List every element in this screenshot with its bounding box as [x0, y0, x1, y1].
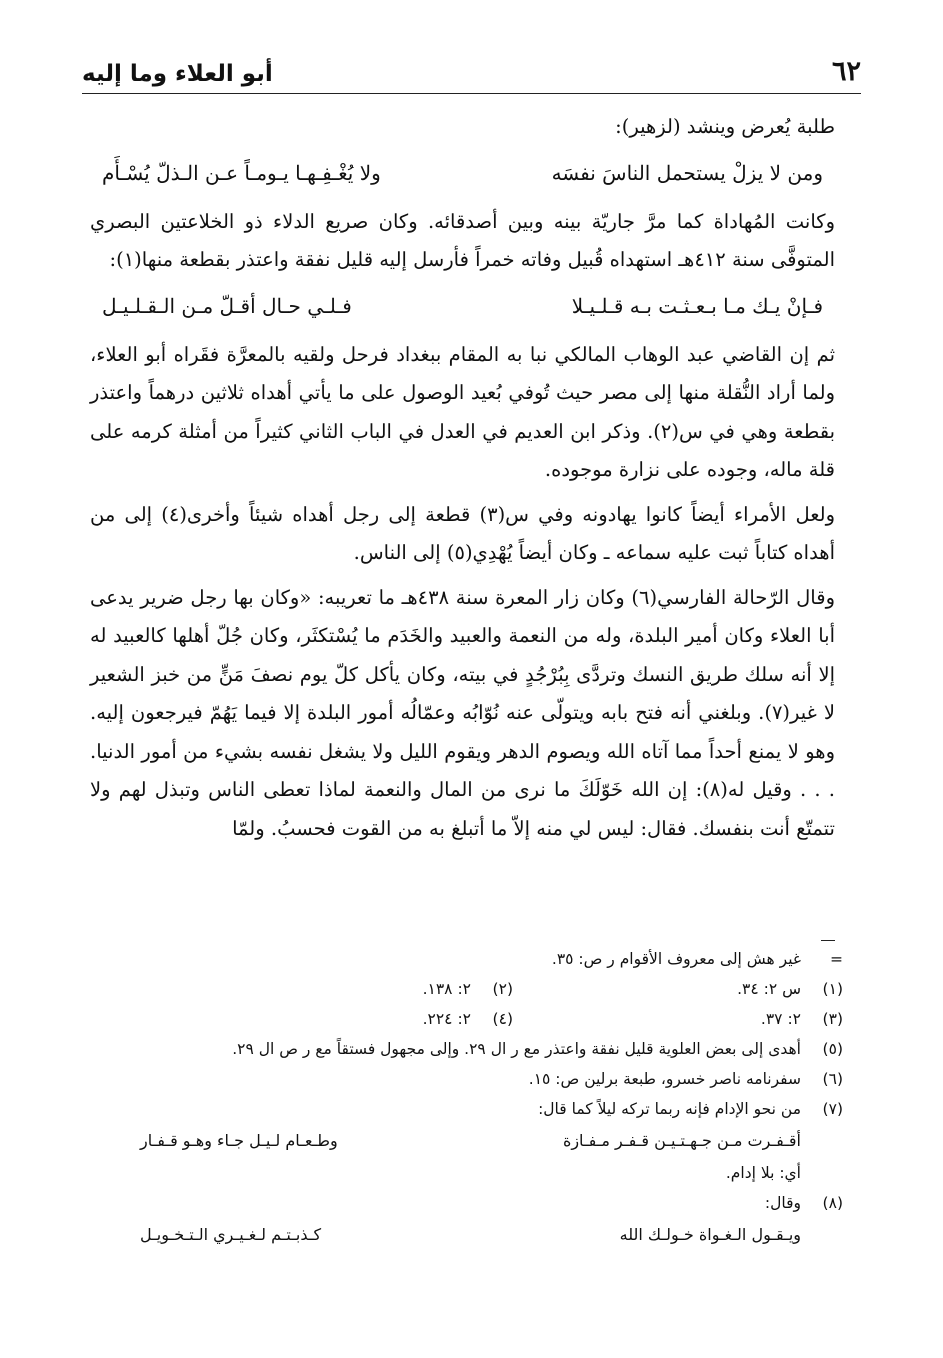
footnote-text: أهدى إلى بعض العلوية قليل نفقة واعتذر مع ر ال ٢٩. وإلى مجهول فستقاً مع ر ص ال ٢٩.: [232, 1040, 801, 1058]
running-title: أبو العلاء وما إليه: [82, 61, 273, 87]
paragraph-traveler: وقال الرّحالة الفارسي(٦) وكان زار المعرة سنة ٤٣٨هـ ما تعريبه: «وكان بها رجل ضرير يدعى أبا العلاء وكان أمير البلدة، وله من النعمة والعبيد والخَدَم ما يُسْتكثَر، وكان جُلّ أهلها كالعبيد له إلا أنه سلك طريق النسك وتردَّى بِبُرْجُدٍ في بيته، وكان يأكل كلّ يوم نصفَ مَنٍّ من خبز الشعير لا غير(٧). وبلغني أنه فتح بابه ويتولّى عنه نُوّابُه وعمّالُه أمور البلدة إلا فيما يَهُمّ فيرجعون إليه. وهو لا يمنع أحداً مما آتاه الله ويصوم الدهر ويقوم الليل ولا يشغل نفسه بشيء من أمور الدنيا. . . . وقيل له(٨): إن الله خَوّلَكَ ما نرى من المال والنعمة لماذا تعطى الناس وتبذل لهم ولا تتمتّع أنت بنفسك. فقال: ليس لي منه إلاّ ما أتبلغ به من القوت فحسبُ. ولمّا: [90, 585, 835, 840]
footnote-text: ٢: ٣٧.: [760, 1010, 801, 1028]
verse-second-hemistich: وطـعـام لـيـل جـاء وهـو قـفـار: [140, 1131, 338, 1150]
verse-sari: [90, 286, 835, 326]
footnote-number: (٦): [822, 1070, 843, 1088]
footnote-text: غير هش إلى معروف الأقوام ر ص: ٣٥.: [551, 950, 801, 968]
verse-second-hemistich: ولا يُغْـفِـهـا يـومـاً عـن الـذلّ يُسْـأَم: [102, 160, 381, 185]
footnote-1: [513, 974, 843, 1004]
footnote-text: سفرنامه ناصر خسرو، طبعة برلين ص: ١٥.: [528, 1070, 801, 1088]
paragraph-gifts: وكانت المُهاداة كما مرَّ جاريّة بينه وبين أصدقائه. وكان صريع الدلاء ذو الخلاعتين البصري المتوفَّى سنة ٤١٢هـ استهداه قُبيل وفاته خمراً فأرسل إليه قليل نفقة واعتذر بقطعة منها(١):: [90, 209, 835, 271]
footnote-continuation: [90, 944, 843, 974]
indent-spacer: [801, 1158, 843, 1188]
paragraph-intro: طلبة يُعرض وينشد (لزهير):: [615, 115, 835, 138]
footnote-6: [90, 1064, 843, 1094]
footnote-number: (٣): [822, 1010, 843, 1028]
footnote-number: (٤): [492, 1010, 513, 1028]
footnote-number: (٥): [822, 1040, 843, 1058]
footnote-text: س ٢: ٣٤.: [737, 980, 801, 998]
footnote-text: وقال:: [764, 1194, 801, 1212]
verse-zuhair: [90, 153, 835, 193]
paragraph-qadi: ثم إن القاضي عبد الوهاب المالكي نبا به المقام ببغداد فرحل ولقيه بالمعرَّة فقَراه أبو العلاء، ولما أراد النُّقلة منها إلى مصر حيث تُوفي بُعيد الوصول على ما يأتي أهداه ثلاثين درهماً واعتذر بقطعة وهي في س(٢). وذكر ابن العديم في العدل في الباب الثاني كثيراً من أمثلة كرمه على قلة ماله، وجوده على نزارة موجوده.: [90, 342, 835, 481]
footnote-number: (٢): [492, 980, 513, 998]
footnote-number: (٧): [822, 1100, 843, 1118]
footnote-4: [183, 1004, 513, 1034]
footnote-gloss: أي: بلا إدام.: [725, 1164, 801, 1182]
verse-second-hemistich: كـذبـتـم لـغـيـري الـتـخـويـل: [140, 1225, 322, 1244]
verse-first-hemistich: أقـفـرت مـن جـهـتـيـن قـفـر مـفـازة: [562, 1131, 801, 1150]
main-text: [90, 108, 835, 854]
footnote-number: (١): [822, 980, 843, 998]
page-header: [82, 50, 861, 94]
footnote-7: [90, 1094, 843, 1124]
paragraph-emirs: ولعل الأمراء أيضاً كانوا يهادونه وفي س(٣) قطعة إلى رجل أهداه شيئاً وأخرى(٤) إلى من أهداه كتاباً ثبت عليه سماعه ـ وكان أيضاً يُهْدِي(٥) إلى الناس.: [90, 502, 836, 564]
footnote-text: ٢: ١٣٨.: [422, 980, 471, 998]
footnote-8-verse: [90, 1218, 801, 1252]
footnote-7-gloss-row: [90, 1158, 843, 1188]
footnote-5: [90, 1034, 843, 1064]
footnote-separator: [821, 940, 835, 941]
footnote-number: (٨): [822, 1194, 843, 1212]
page-number: ٦٢: [831, 56, 861, 87]
footnote-row-1-2: [90, 974, 843, 1004]
verse-first-hemistich: فـإنْ يـك مـا بـعـثـت بـه قـلـيـلا: [571, 293, 823, 318]
footnote-text: ٢: ٢٢٤.: [422, 1010, 471, 1028]
continuation-mark: =: [830, 950, 843, 968]
verse-second-hemistich: فـلـي حـال أقـلّ مـن الـقـلـيـل: [102, 293, 352, 318]
footnotes: [90, 944, 843, 1252]
footnote-2: [183, 974, 513, 1004]
verse-first-hemistich: ويـقـول الـغـواة خـولـك الله: [619, 1225, 801, 1244]
footnote-text: من نحو الإدام فإنه ربما تركه ليلاً كما قال:: [538, 1100, 801, 1118]
footnote-row-3-4: [90, 1004, 843, 1034]
verse-first-hemistich: ومن لا يزلْ يستحمل الناسَ نفسَه: [551, 160, 823, 185]
footnote-7-verse: [90, 1124, 801, 1158]
footnote-8: [90, 1188, 843, 1218]
footnote-3: [513, 1004, 843, 1034]
